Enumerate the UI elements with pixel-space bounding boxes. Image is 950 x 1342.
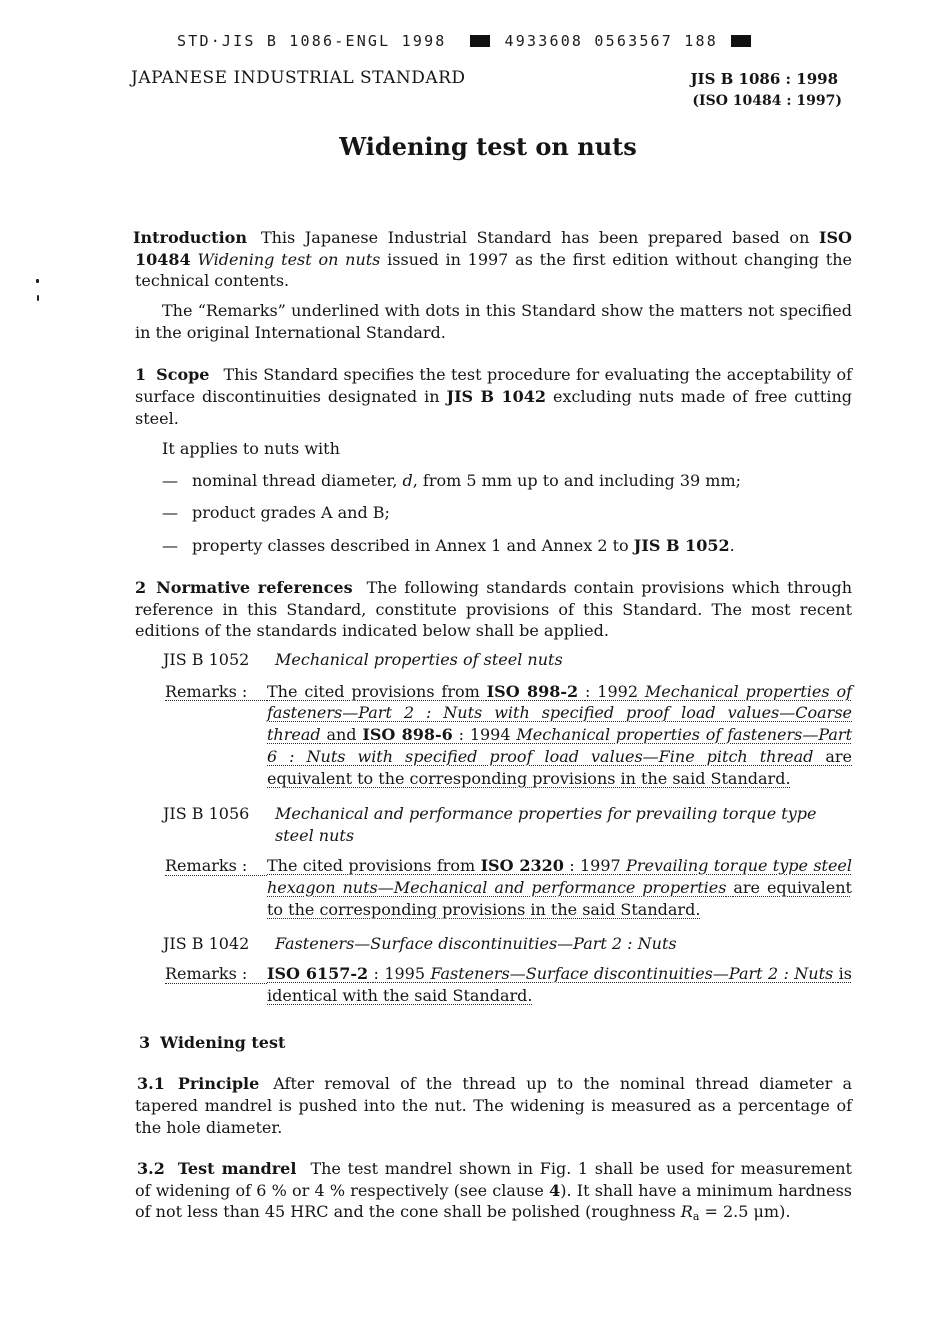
references-paragraph	[135, 577, 852, 642]
iso-reference: ISO 898-2	[486, 681, 579, 701]
text-run: product grades A and B;	[192, 503, 390, 523]
text-run: are equivalent to the corresponding provisions in the said Standard.	[267, 746, 852, 788]
scan-speck	[37, 295, 39, 301]
reference-entry	[163, 803, 852, 846]
text-run: property classes described in Annex 1 and Annex 2 to	[192, 536, 629, 556]
list-item	[135, 535, 852, 557]
scan-speck	[36, 279, 39, 283]
text-run: , from 5 mm up to and including 39 mm;	[412, 470, 742, 490]
section-number: 1	[135, 365, 147, 385]
text-run: The test mandrel shown in Fig. 1 shall be used for measurement of widening of 6 % or 4 % respectively (see clause	[135, 1159, 852, 1200]
variable: d	[402, 470, 413, 490]
section-number: 2	[135, 578, 147, 598]
iso-year: : 1995	[373, 964, 426, 984]
section-heading: Widening test	[160, 1032, 286, 1052]
iso-reference: ISO 6157-2	[267, 964, 369, 984]
section-heading-scope: Scope	[156, 365, 210, 385]
text-run: are equivalent to the corresponding provisions in the said Standard.	[267, 877, 852, 919]
stamp-code: STD·JIS B 1086-ENGL 1998	[177, 32, 447, 50]
page-title: Widening test on nuts	[339, 132, 637, 161]
standard-number: JIS B 1086 : 1998	[690, 70, 838, 88]
iso-year: : 1997	[569, 856, 621, 876]
scope-list	[135, 470, 852, 557]
remarks-label: Remarks :	[165, 855, 267, 876]
test-mandrel-paragraph	[135, 1158, 852, 1223]
text-run: The following standards contain provisions which through reference in this Standard, constitute provisions of this Standard. The most recent editions of the standards indicated below shall be applied.	[135, 578, 852, 641]
principle-paragraph	[135, 1073, 852, 1138]
roughness-subscript: a	[692, 1210, 700, 1224]
text-run: This Japanese Industrial Standard has been prepared based on	[260, 228, 810, 247]
section-heading-widening-test	[135, 1032, 852, 1054]
remarks-label: Remarks :	[165, 681, 267, 702]
reference-entry	[163, 933, 852, 955]
iso-title: Mechanical properties of fasteners—Part 6 : Nuts with specified proof load values—Fine pitch thread	[267, 725, 853, 766]
iso-title: Widening test on nuts	[197, 249, 381, 269]
iso-reference: ISO 2320	[480, 856, 564, 876]
section-number: 3	[139, 1032, 151, 1052]
scope-paragraph	[135, 364, 852, 429]
text-run: This Standard specifies the test procedure for evaluating the acceptability of surface discontinuities designated in	[135, 365, 852, 407]
introduction-heading: Introduction	[133, 228, 247, 247]
dash-bullet: —	[162, 536, 178, 556]
subsection-number: 3.2	[137, 1159, 165, 1179]
jis-reference: JIS B 1042	[446, 387, 547, 407]
list-item	[135, 470, 852, 492]
text-run: nominal thread diameter,	[192, 470, 398, 490]
stamp-block	[731, 35, 751, 47]
text-run: .	[729, 536, 735, 556]
clause-reference: 4	[549, 1180, 561, 1200]
reference-title: Fasteners—Surface discontinuities—Part 2 : Nuts	[275, 933, 677, 953]
roughness-symbol: R	[680, 1202, 693, 1222]
iso-year: : 1994	[458, 725, 511, 745]
iso-reference: ISO 10484	[135, 228, 852, 269]
iso-title: Fasteners—Surface discontinuities—Part 2 : Nuts	[430, 964, 834, 984]
iso-title: Prevailing torque type steel hexagon nuts—Mechanical and performance properties	[267, 856, 853, 897]
remarks-note-paragraph: The “Remarks” underlined with dots in this Standard show the matters not specified in the original International Standard.	[135, 301, 852, 342]
standard-organization: JAPANESE INDUSTRIAL STANDARD	[131, 68, 466, 88]
stamp-numbers: 4933608 0563567 188	[504, 32, 718, 50]
text-run: issued in 1997 as the first edition without changing the technical contents.	[135, 249, 853, 291]
reference-remark	[165, 963, 852, 1007]
text-run: excluding nuts made of free cutting steel.	[135, 387, 853, 428]
text-run: After removal of the thread up to the nominal thread diameter a tapered mandrel is pushed into the nut. The widening is measured as a percentage of the hole diameter.	[135, 1074, 852, 1137]
stamp-block	[470, 35, 490, 47]
text-run: and	[326, 725, 357, 745]
text-run: The cited provisions from	[267, 681, 480, 701]
dash-bullet: —	[162, 470, 178, 490]
reference-code: JIS B 1042	[163, 933, 250, 953]
reference-remark	[165, 681, 852, 790]
iso-equivalent: (ISO 10484 : 1997)	[692, 93, 842, 109]
subsection-heading-principle: Principle	[177, 1074, 260, 1094]
jis-reference: JIS B 1052	[633, 536, 730, 556]
list-item	[135, 502, 852, 524]
reference-entry	[163, 649, 852, 671]
reference-remark	[165, 855, 852, 920]
iso-year: : 1992	[585, 681, 639, 701]
section-heading-references: Normative references	[156, 578, 353, 598]
dash-bullet: —	[162, 503, 178, 523]
scope-applies-paragraph: It applies to nuts with	[162, 438, 340, 458]
introduction-paragraph	[135, 227, 852, 292]
reference-title: Mechanical properties of steel nuts	[275, 650, 563, 670]
text-run: The cited provisions from	[267, 856, 476, 876]
text-run: ). It shall have a minimum hardness of not less than 45 HRC and the cone shall be polished (roughness	[135, 1180, 852, 1222]
remarks-label: Remarks :	[165, 963, 267, 984]
iso-reference: ISO 898-6	[362, 725, 453, 745]
reference-title: Mechanical and performance properties for prevailing torque type steel nuts	[275, 803, 817, 845]
document-body	[135, 227, 852, 1223]
iso-title: Mechanical properties of fasteners—Part 2 : Nuts with specified proof load values—Coarse thread	[267, 681, 852, 745]
subsection-number: 3.1	[137, 1074, 165, 1094]
text-run: = 2.5 μm).	[704, 1202, 791, 1222]
text-run: is identical with the said Standard.	[267, 964, 852, 1005]
document-stamp	[177, 32, 751, 50]
subsection-heading-test-mandrel: Test mandrel	[177, 1159, 297, 1179]
reference-code: JIS B 1052	[163, 650, 250, 670]
reference-code: JIS B 1056	[163, 803, 250, 823]
